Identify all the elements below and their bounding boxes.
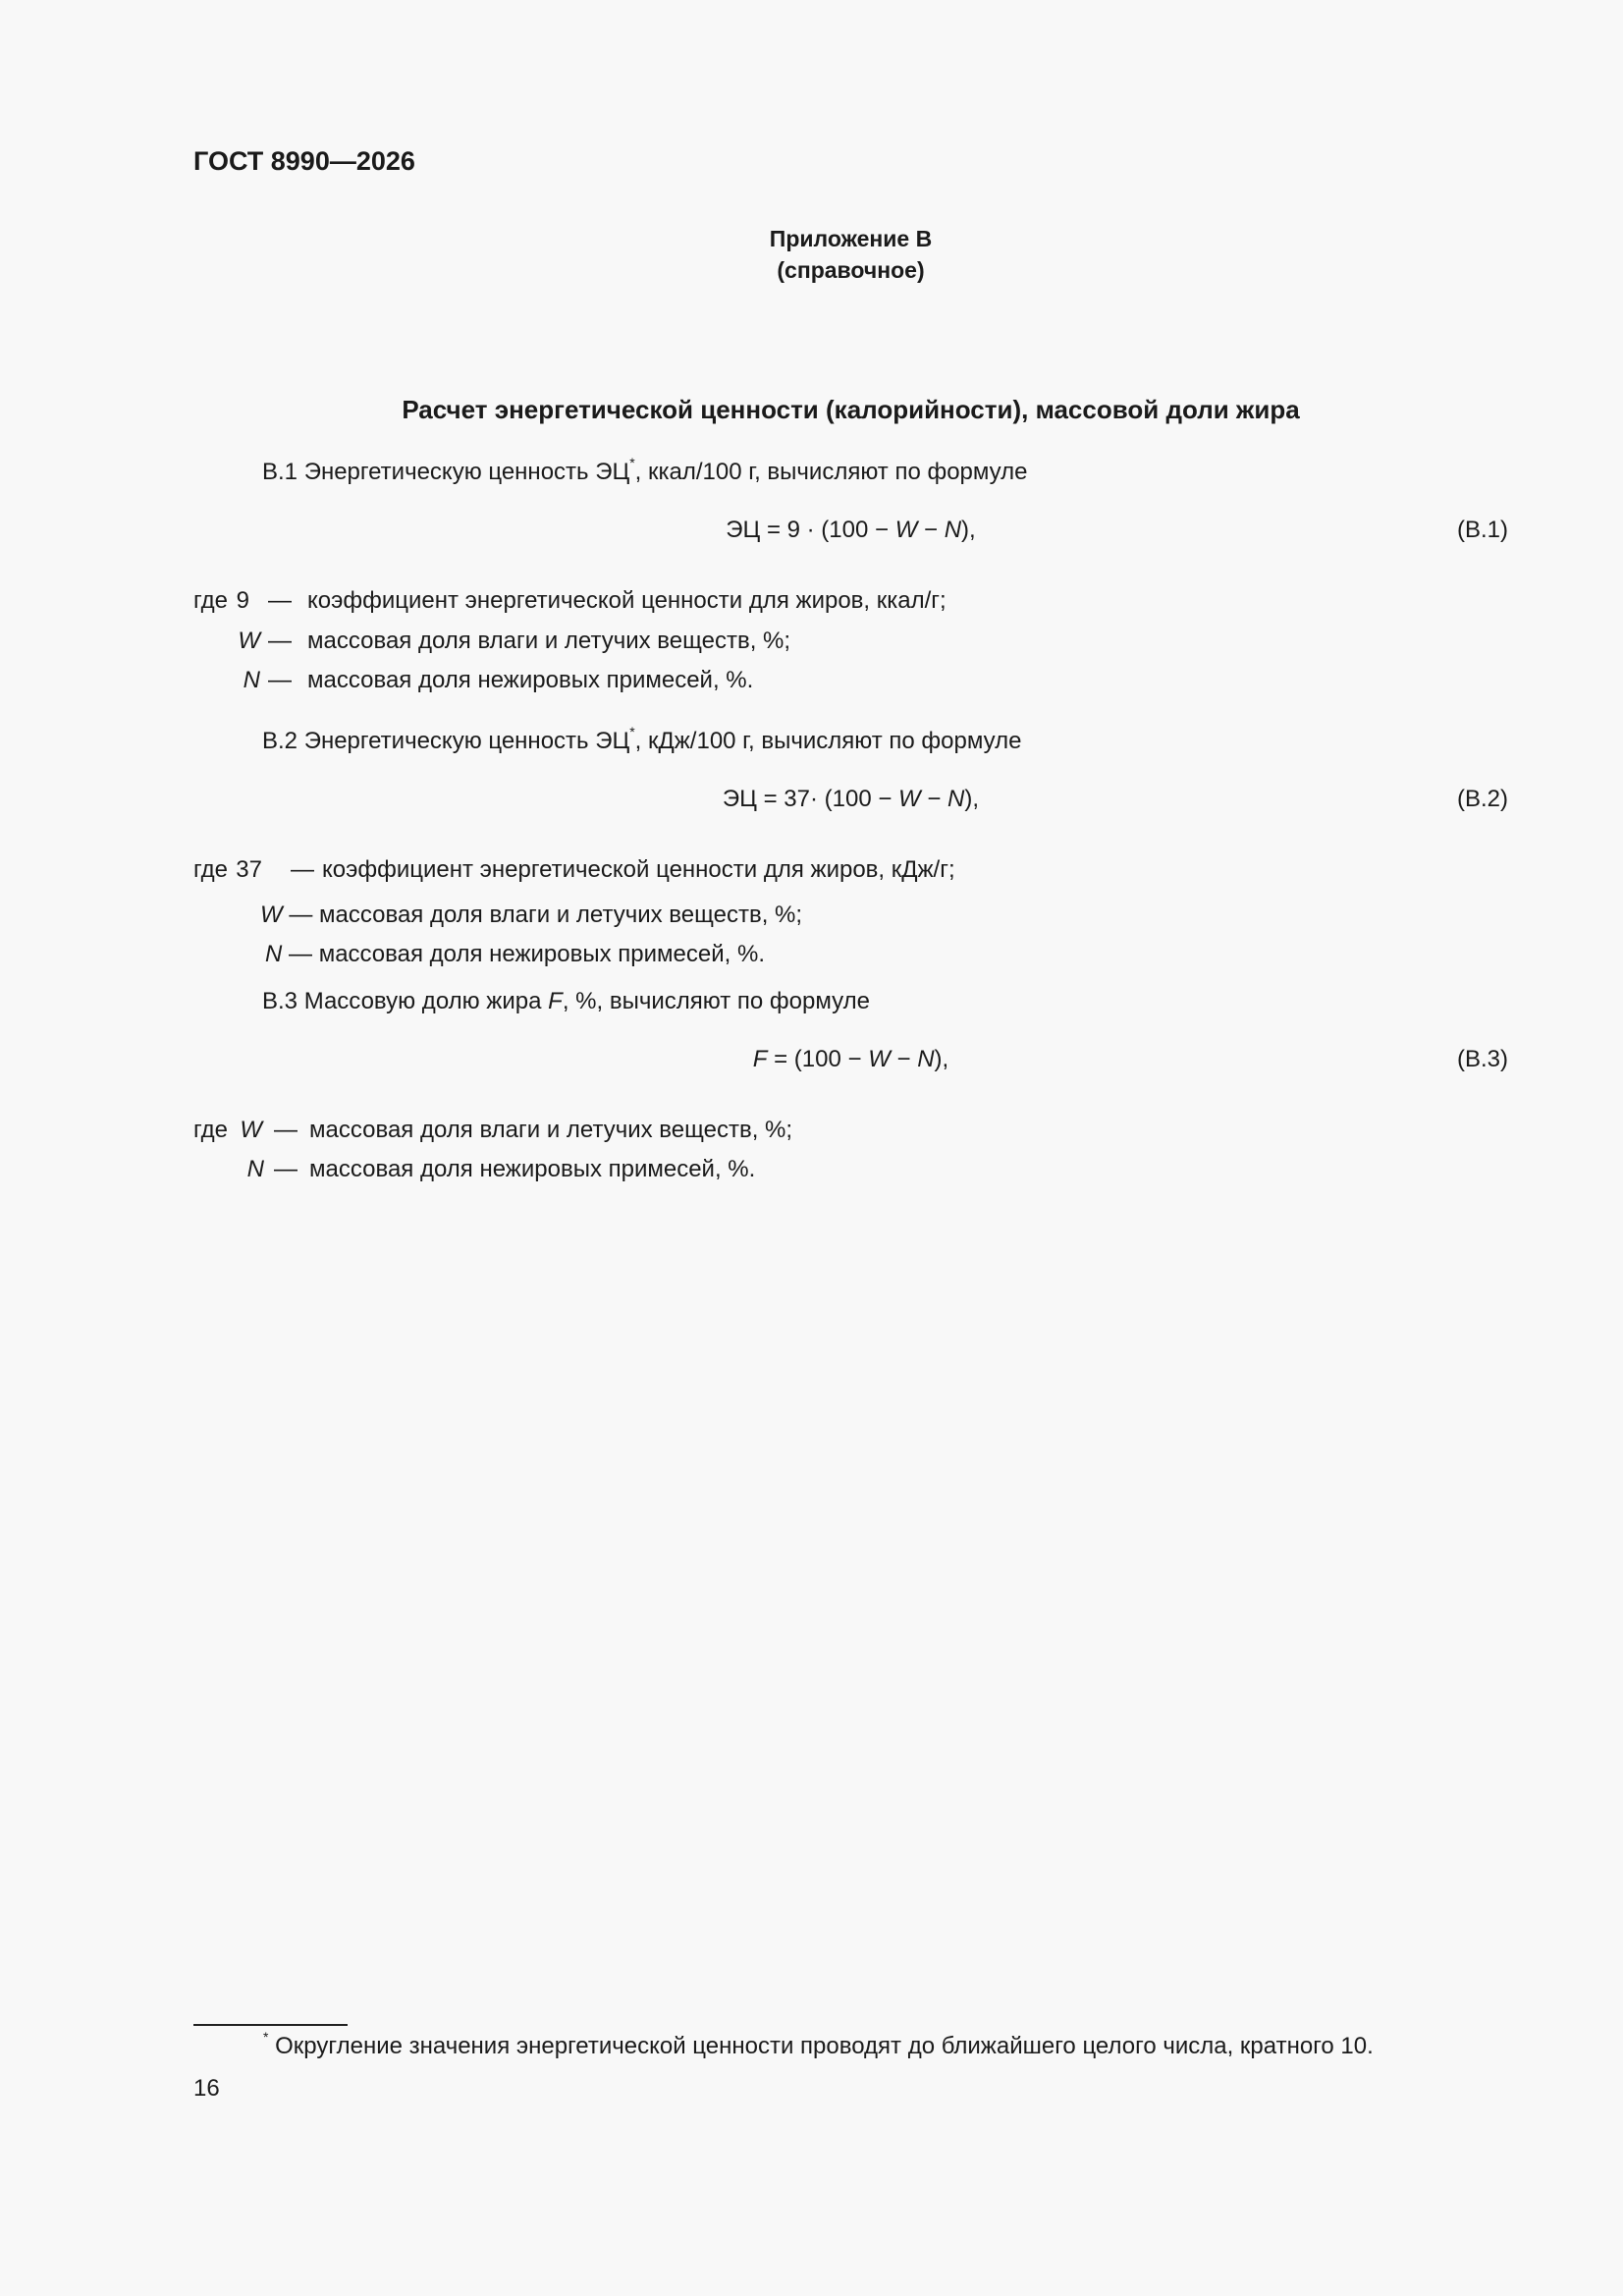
document-header: ГОСТ 8990—2026 [193,146,415,176]
where-label: где [193,1117,229,1143]
paragraph-b1 [262,455,1028,487]
where-row: W — массовая доля влаги и летучих веществ, %; [260,902,803,928]
section-title: Расчет энергетической ценности (калорийности), массовой доли жира [402,395,1300,424]
footnote-mark: * [263,2029,269,2045]
where-label: где [193,856,229,883]
formula-number-b2: (В.2) [1456,786,1508,812]
footnote [263,2029,1374,2060]
where-row: 37 — коэффициент энергетической ценности для жиров, кДж/г; [236,856,955,883]
formula-b2: ЭЦ = 37· (100 − W − N), [722,786,980,812]
appendix-title: Приложение В [769,226,933,251]
where-row: N — массовая доля нежировых примесей, %. [246,1156,756,1182]
paragraph-b3: В.3 Массовую долю жира F, %, вычисляют по формуле [262,988,870,1014]
paragraph-b1-text: , ккал/100 г, вычисляют по формуле [634,459,1028,485]
formula-number-b1: (В.1) [1456,517,1508,543]
appendix-type: (справочное) [777,257,925,283]
footnote-text: Округление значения энергетической ценности проводят до ближайшего целого числа, кратного 10. [268,2033,1374,2059]
where-row: N — массовая доля нежировых примесей, %. [243,667,754,693]
where-row: W — массовая доля влаги и летучих веществ, %; [240,1117,793,1143]
page-number: 16 [193,2075,220,2102]
paragraph-b1-label: В.1 Энергетическую ценность ЭЦ [262,459,630,485]
where-label: где [193,587,229,614]
footnote-separator [193,2024,348,2026]
formula-b1: ЭЦ = 9 · (100 − W − N), [726,517,976,543]
footnote-mark: * [629,724,635,739]
formula-number-b3: (В.3) [1456,1046,1508,1072]
where-row: N — массовая доля нежировых примесей, %. [265,941,765,967]
formula-b3: F = (100 − W − N), [752,1046,949,1072]
footnote-mark: * [629,455,635,470]
where-row: 9 — коэффициент энергетической ценности для жиров, ккал/г; [236,587,947,614]
paragraph-b2: В.2 Энергетическую ценность ЭЦ*, кДж/100 г, вычисляют по формуле [262,724,1022,754]
where-row: W — массовая доля влаги и летучих веществ, %; [238,628,791,654]
